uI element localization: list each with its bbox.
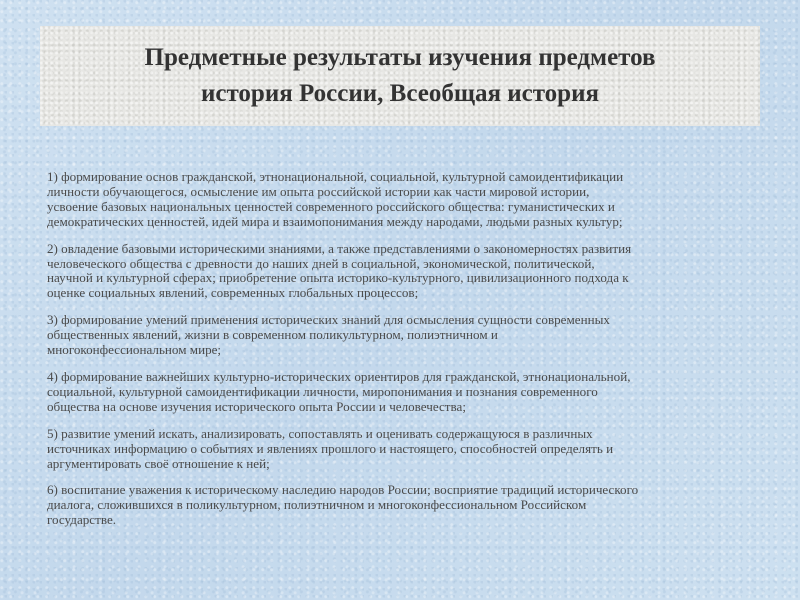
result-item-1 <box>47 170 757 230</box>
text-line: 4) формирование важнейших культурно-исторических ориентиров для гражданской, этнонациональной, <box>47 368 631 384</box>
text-line: общественных явлений, жизни в современном поликультурном, полиэтничном и <box>47 327 498 343</box>
text-line: 2) овладение базовыми историческими знаниями, а также представлениями о закономерностях развития <box>47 240 632 256</box>
result-item-3 <box>47 313 757 358</box>
text-line: личности обучающегося, осмысление им опыта российской истории как части мировой истории, <box>47 183 590 199</box>
result-item-2 <box>47 242 757 302</box>
results-list <box>47 170 757 540</box>
result-item-4 <box>47 370 757 415</box>
text-line: человеческого общества с древности до наших дней в социальной, экономической, политической, <box>47 255 595 271</box>
text-line: государстве. <box>47 512 117 528</box>
text-line: 6) воспитание уважения к историческому наследию народов России; восприятие традиций исторического <box>47 482 639 498</box>
text-line: оценке социальных явлений, современных глобальных процессов; <box>47 285 419 301</box>
result-item-5 <box>47 427 757 472</box>
text-line: 5) развитие умений искать, анализировать, сопоставлять и оценивать содержащуюся в различных <box>47 425 593 441</box>
text-line: научной и культурной сферах; приобретение опыта историко-культурного, цивилизационного подхода к <box>47 270 629 286</box>
text-line: социальной, культурной самоидентификации личности, миропонимания и познания современного <box>47 383 598 399</box>
text-line: диалога, сложившихся в поликультурном, полиэтничном и многоконфессиональном Российском <box>47 497 587 513</box>
text-line: усвоение базовых национальных ценностей современного российского общества: гуманистических и <box>47 198 615 214</box>
result-item-6 <box>47 483 757 528</box>
slide-title-line-1: Предметные результаты изучения предметов <box>144 44 656 71</box>
text-line: многоконфессиональном мире; <box>47 342 222 358</box>
text-line: аргументировать своё отношение к ней; <box>47 455 270 471</box>
text-line: 1) формирование основ гражданской, этнонациональной, социальной, культурной самоидентификации <box>47 169 624 184</box>
text-line: общества на основе изучения исторического опыта России и человечества; <box>47 398 466 414</box>
slide-title-line-2: история России, Всеобщая история <box>200 80 600 107</box>
text-line: источниках информацию о событиях и явлениях прошлого и настоящего, способностей определять и <box>47 440 614 456</box>
text-line: 3) формирование умений применения исторических знаний для осмысления сущности современных <box>47 312 610 328</box>
text-line: демократических ценностей, идей мира и взаимопонимания между народами, людьми разных культур; <box>47 213 623 229</box>
title-banner <box>40 26 760 126</box>
